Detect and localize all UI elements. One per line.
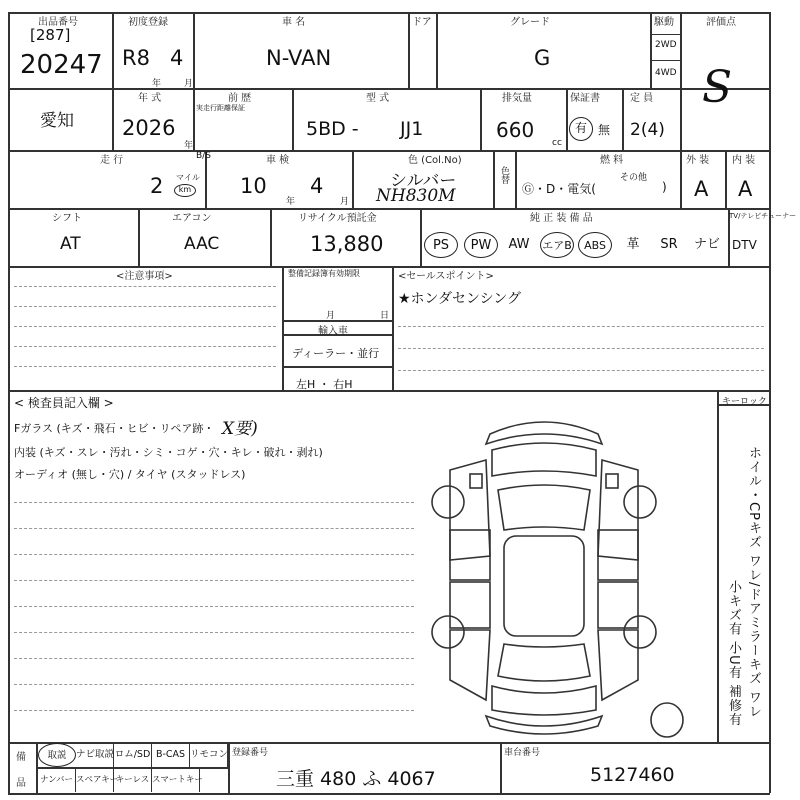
- dash-14: [14, 632, 414, 633]
- inspection-year: 10: [240, 174, 267, 198]
- drive-2wd: 2WD: [655, 40, 677, 50]
- left-front-wheel: [432, 486, 464, 518]
- inspector-line1: Fガラス (キズ・飛石・ヒビ・リペア跡・: [14, 422, 215, 435]
- exterior: A: [694, 177, 709, 201]
- first-reg-era: R8: [122, 46, 150, 70]
- tv-label: TV/テレビチューナー: [729, 212, 797, 220]
- dash-12: [14, 580, 414, 581]
- accessory-check: リモコン: [190, 743, 228, 767]
- v2: [193, 12, 195, 88]
- drive-line-a: [650, 34, 680, 35]
- v10: [480, 88, 482, 150]
- shift: AT: [60, 234, 81, 254]
- car-name-label: 車 名: [282, 17, 306, 28]
- v3: [408, 12, 410, 88]
- sale-point: ★ホンダセンシング: [398, 291, 522, 307]
- first-reg-month-unit: 月: [184, 79, 194, 89]
- accessory-check-2: キーレス: [114, 768, 152, 792]
- interior: A: [738, 177, 753, 201]
- left-rear-door: [450, 582, 490, 628]
- v5: [650, 12, 652, 88]
- equipment-item: ABS: [578, 232, 612, 258]
- inspector-title: < 検査員記入欄 >: [14, 396, 114, 410]
- chassis: 5127460: [590, 764, 675, 786]
- right-mirror: [606, 474, 618, 488]
- prev-sub: 実走行距離保証: [196, 104, 245, 112]
- inspection-month: 4: [310, 174, 324, 198]
- fuel-close: ): [662, 180, 667, 194]
- warranty-no: 無: [598, 123, 611, 137]
- color-code: NH830M: [376, 186, 456, 206]
- inspector-line3: オーディオ (無し・穴) / タイヤ (スタッドレス): [14, 468, 246, 481]
- ac-label: エアコン: [172, 213, 212, 224]
- accessory-check-2: ナンバー: [38, 768, 76, 792]
- drive-label: 駆動: [654, 17, 674, 28]
- mileage-unit-mile: マイル: [176, 173, 200, 182]
- hood: [492, 443, 596, 476]
- capacity-label: 定 員: [630, 93, 654, 104]
- capacity: 2(4): [630, 120, 665, 140]
- accessory-check: 取説: [38, 743, 76, 767]
- book-day-unit: 日: [380, 311, 390, 321]
- row-line-3: [8, 208, 770, 210]
- left-mirror: [470, 474, 482, 488]
- equipment-label: 純 正 装 備 品: [530, 213, 593, 224]
- dash-15: [14, 658, 414, 659]
- tv: DTV: [732, 238, 757, 252]
- equipment-item: SR: [660, 237, 678, 252]
- rear-bumper: [486, 716, 602, 734]
- v26: [228, 742, 230, 793]
- door-label: ドア: [412, 17, 432, 28]
- right-front-wheel: [624, 486, 656, 518]
- mileage-symbol: B/S: [196, 151, 211, 161]
- first-reg-year-unit: 年: [152, 79, 162, 89]
- left-front-door: [450, 530, 490, 580]
- warranty-label: 保証書: [570, 93, 600, 104]
- model-year: 2026: [122, 116, 176, 140]
- accessory-check-2: スマートキー: [152, 768, 200, 792]
- inspector-line2: 内装 (キズ・スレ・汚れ・シミ・コゲ・穴・キレ・破れ・剥れ): [14, 446, 323, 459]
- h-notes-3: [282, 366, 392, 368]
- fuel-options: Ⓖ・D・電気(: [522, 182, 596, 196]
- v4: [436, 12, 438, 88]
- inspection-year-unit: 年: [286, 197, 296, 207]
- v22: [282, 266, 284, 390]
- dash-1: [14, 286, 276, 287]
- dash-9: [14, 502, 414, 503]
- equipment-item: 革: [626, 237, 640, 252]
- right-rear-fender: [598, 630, 638, 700]
- chassis-label: 車台番号: [504, 748, 541, 758]
- spare-wheel-icon: [648, 700, 688, 740]
- equipment-item: PW: [464, 232, 498, 258]
- v17: [725, 150, 727, 208]
- dash-7: [398, 348, 764, 349]
- fuel-label: 燃 料: [600, 155, 624, 166]
- fuel-other: その他: [620, 173, 648, 183]
- inspector-line1-mark: X要): [222, 419, 258, 439]
- region: 愛知: [40, 111, 74, 131]
- car-diagram: [420, 410, 670, 740]
- exterior-label: 外 装: [686, 155, 710, 166]
- sale-points-label: <セールスポイント>: [398, 271, 494, 282]
- inspection-month-unit: 月: [340, 197, 350, 207]
- v12: [622, 88, 624, 150]
- border-right: [769, 12, 771, 793]
- v8: [193, 88, 195, 150]
- drive-line-b: [650, 60, 680, 61]
- grade-label: グレード: [510, 17, 550, 28]
- v23: [392, 266, 394, 390]
- legend-col1: ホイル・CPキズ ワレ/ドアミラーキズ ワレ: [746, 446, 761, 719]
- dash-8: [398, 370, 764, 371]
- dash-16: [14, 684, 414, 685]
- mileage-unit-km: km: [174, 184, 196, 197]
- equipment-item: エアB: [540, 232, 574, 258]
- inspection-label: 車 検: [266, 155, 290, 166]
- dash-6: [398, 326, 764, 327]
- left-rear-fender: [450, 630, 490, 700]
- footer-row-label-2: 品: [16, 778, 26, 789]
- dash-3: [14, 326, 276, 327]
- left-rear-wheel: [432, 616, 464, 648]
- entry-no-label: 出品番号: [38, 17, 78, 28]
- model-year-unit: 年: [184, 141, 194, 151]
- v9: [292, 88, 294, 150]
- shift-label: シフト: [52, 213, 82, 224]
- accessory-check: ナビ取説: [76, 743, 114, 767]
- row-line-5: [8, 390, 770, 392]
- displacement: 660: [496, 118, 535, 142]
- dash-10: [14, 528, 414, 529]
- plate: 三重 480 ふ 4067: [276, 768, 436, 790]
- equipment-item: PS: [424, 232, 458, 258]
- score-label: 評価点: [706, 17, 736, 28]
- v27: [500, 742, 502, 793]
- score: S: [702, 62, 733, 113]
- equipment-item: ナビ: [693, 237, 720, 252]
- v7: [112, 88, 114, 150]
- footer-row-label-1: 備: [16, 752, 26, 763]
- lot-number: 20247: [20, 50, 103, 80]
- model-year-label: 年 式: [138, 93, 162, 104]
- v18: [138, 208, 140, 266]
- warranty-book-label: 整備記録簿有効期限: [288, 269, 360, 278]
- interior-label: 内 装: [732, 155, 756, 166]
- v1: [112, 12, 114, 88]
- color-label: 色 (Col.No): [408, 155, 462, 166]
- accessory-check: B-CAS: [152, 743, 190, 767]
- lot-prefix: [287]: [30, 26, 71, 44]
- type-code: JJ1: [400, 118, 424, 140]
- equipment-item: AW: [508, 237, 530, 252]
- rear-hatch: [492, 686, 596, 715]
- front-bumper: [486, 422, 602, 444]
- mileage-label: 走 行: [100, 155, 124, 166]
- border-bottom: [8, 793, 770, 795]
- right-rear-door: [598, 582, 638, 628]
- mileage: 2: [150, 174, 164, 198]
- dash-13: [14, 606, 414, 607]
- right-rear-wheel: [624, 616, 656, 648]
- v16: [515, 150, 517, 208]
- v14: [352, 150, 354, 208]
- dash-4: [14, 346, 276, 347]
- cc-unit: cc: [552, 138, 562, 148]
- v15: [493, 150, 495, 208]
- import-label: 輸入車: [318, 326, 348, 337]
- import-value: ディーラー・並行: [292, 347, 380, 360]
- warranty-yes: 有: [569, 117, 593, 141]
- recycle-label: リサイクル預託金: [298, 213, 377, 224]
- v20: [420, 208, 422, 266]
- handle-value: 左H ・ 右H: [296, 378, 353, 391]
- dash-11: [14, 554, 414, 555]
- plate-label: 登録番号: [232, 748, 269, 758]
- first-reg-month: 4: [170, 46, 184, 70]
- v11: [566, 88, 568, 150]
- recycle-fee: 13,880: [310, 232, 384, 256]
- v6: [680, 12, 682, 208]
- displacement-label: 排気量: [502, 93, 532, 104]
- ac: AAC: [184, 234, 220, 254]
- prev-label: 前 歴: [228, 93, 252, 104]
- grade: G: [534, 46, 551, 70]
- color-name: シルバー: [390, 171, 457, 191]
- remarks-label: <注意事項>: [116, 271, 173, 282]
- border-left: [8, 12, 10, 793]
- roof: [504, 536, 584, 636]
- type-label: 型 式: [366, 93, 390, 104]
- legend-col2: 小キズ有 小U有 補修有: [726, 580, 741, 727]
- color-change-label: 色替: [499, 166, 509, 184]
- accessory-check: ロム/SD: [114, 743, 152, 767]
- right-front-door: [598, 530, 638, 580]
- first-reg-label: 初度登録: [128, 17, 168, 28]
- dash-17: [14, 710, 414, 711]
- dash-5: [14, 366, 276, 367]
- type-prefix: 5BD -: [306, 118, 359, 140]
- drive-4wd: 4WD: [655, 68, 677, 78]
- accessory-check-2: スペアキー: [76, 768, 114, 792]
- car-name: N-VAN: [266, 46, 332, 70]
- book-month-unit: 月: [326, 311, 336, 321]
- dash-2: [14, 306, 276, 307]
- v24: [717, 390, 719, 742]
- rear-window: [498, 644, 590, 681]
- v19: [270, 208, 272, 266]
- keyless-label: キーロック: [722, 397, 767, 407]
- windshield: [498, 485, 590, 530]
